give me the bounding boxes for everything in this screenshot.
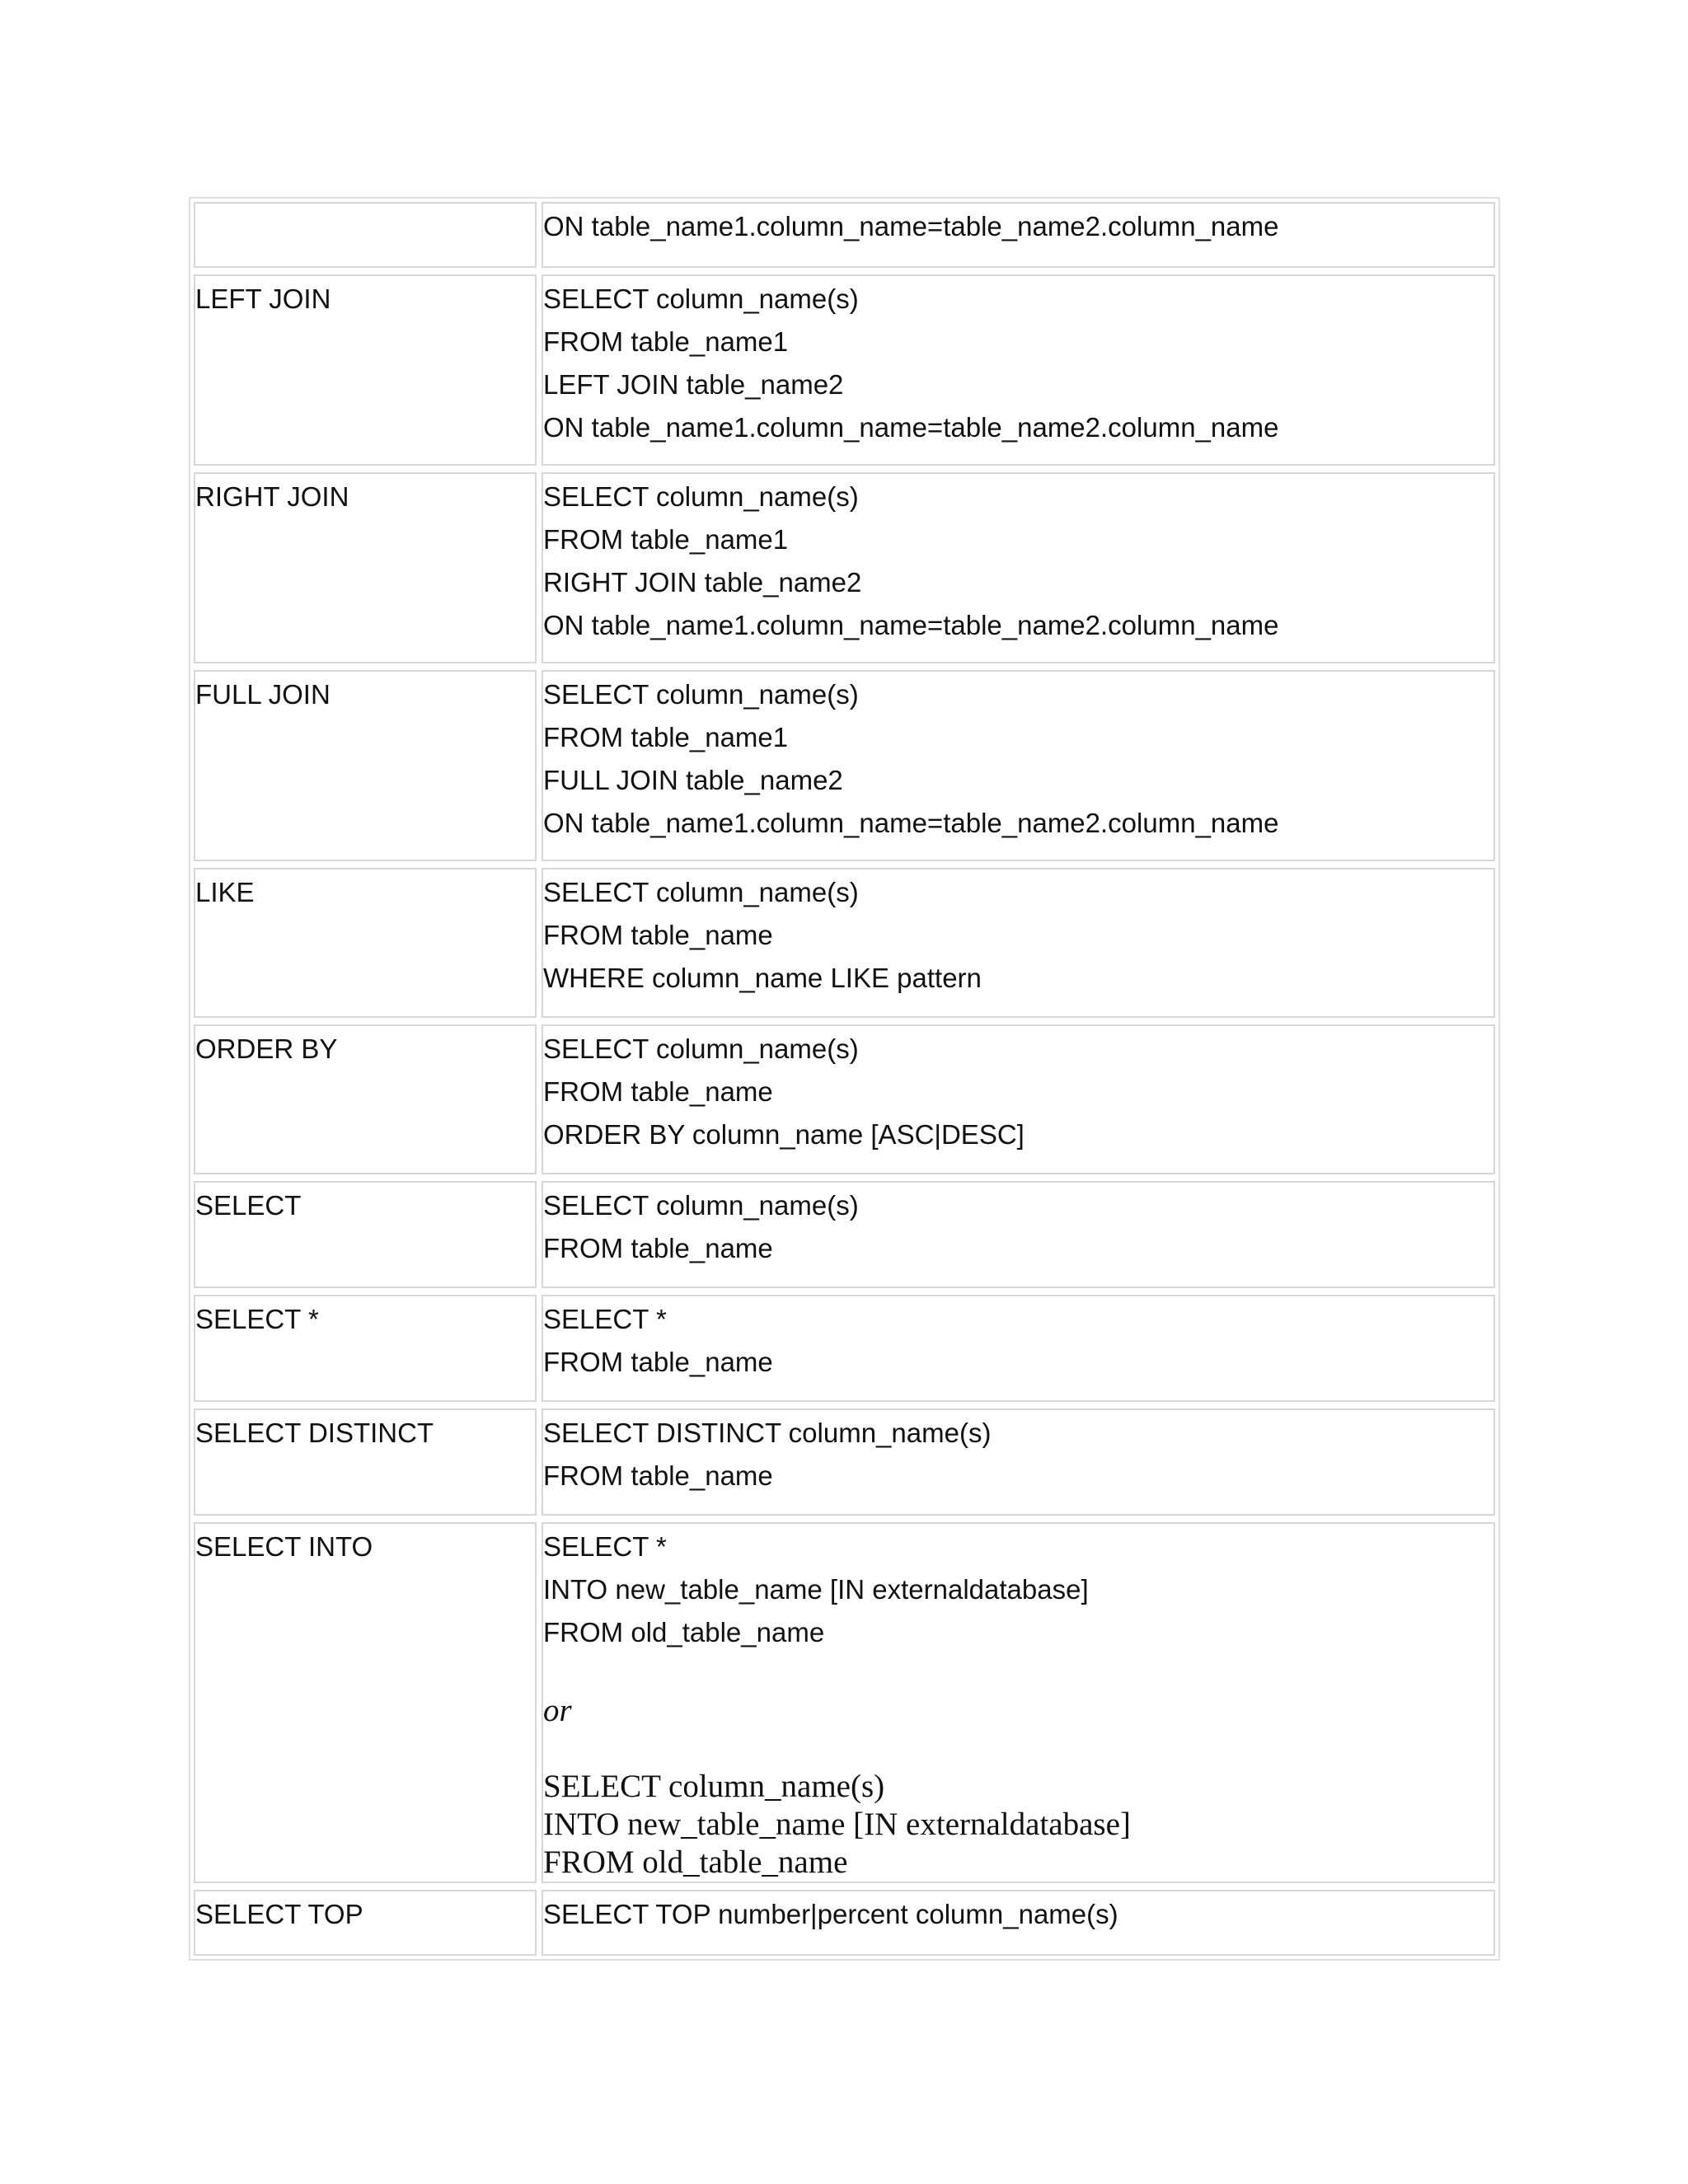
command-cell — [194, 1295, 537, 1402]
spacer — [543, 1730, 1493, 1768]
syntax-line: INTO new_table_name [IN externaldatabase] — [543, 1807, 1131, 1842]
syntax-cell — [542, 1522, 1495, 1883]
syntax-line: SELECT * — [543, 1531, 667, 1562]
syntax-line: SELECT column_name(s) — [543, 284, 859, 314]
syntax-line: SELECT column_name(s) — [543, 877, 859, 907]
syntax-cell — [542, 1024, 1495, 1174]
alternative-separator: or — [543, 1693, 572, 1728]
sql-reference-table-frame — [189, 197, 1500, 1961]
syntax-line: RIGHT JOIN table_name2 — [543, 567, 862, 598]
table-row — [194, 1024, 1495, 1174]
syntax-line: ON table_name1.column_name=table_name2.column_name — [543, 412, 1279, 443]
command-cell — [194, 1890, 537, 1956]
table-row — [194, 868, 1495, 1018]
syntax-line: ORDER BY column_name [ASC|DESC] — [543, 1119, 1025, 1150]
syntax-line: WHERE column_name LIKE pattern — [543, 963, 982, 993]
command-label: ORDER BY — [195, 1033, 338, 1064]
syntax-line: SELECT column_name(s) — [543, 1033, 859, 1064]
syntax-line: FULL JOIN table_name2 — [543, 765, 843, 795]
table-row — [194, 202, 1495, 268]
command-label: SELECT * — [195, 1304, 319, 1334]
syntax-line: SELECT TOP number|percent column_name(s) — [543, 1899, 1118, 1929]
syntax-line: SELECT column_name(s) — [543, 481, 859, 512]
command-cell — [194, 1522, 537, 1883]
table-row — [194, 274, 1495, 466]
syntax-line: FROM table_name1 — [543, 722, 789, 752]
command-label: SELECT — [195, 1190, 302, 1221]
syntax-line: FROM table_name1 — [543, 524, 789, 555]
syntax-line: FROM old_table_name — [543, 1844, 848, 1880]
syntax-cell — [542, 868, 1495, 1018]
syntax-line: FROM old_table_name — [543, 1617, 825, 1647]
syntax-line: SELECT DISTINCT column_name(s) — [543, 1418, 992, 1448]
sql-reference-table — [189, 195, 1500, 1962]
syntax-line: FROM table_name — [543, 1076, 773, 1107]
syntax-line: FROM table_name — [543, 1460, 773, 1491]
syntax-line: INTO new_table_name [IN externaldatabase] — [543, 1574, 1089, 1605]
command-label: FULL JOIN — [195, 679, 331, 710]
syntax-line: SELECT column_name(s) — [543, 1769, 885, 1804]
syntax-line: FROM table_name — [543, 1233, 773, 1263]
command-cell — [194, 1408, 537, 1516]
syntax-cell — [542, 472, 1495, 663]
spacer — [543, 1654, 1493, 1692]
command-label: LEFT JOIN — [195, 284, 331, 314]
syntax-cell — [542, 1890, 1495, 1956]
command-cell — [194, 670, 537, 861]
syntax-line: ON table_name1.column_name=table_name2.column_name — [543, 808, 1279, 838]
command-cell — [194, 1024, 537, 1174]
command-label: RIGHT JOIN — [195, 481, 349, 512]
syntax-cell — [542, 1181, 1495, 1288]
table-row — [194, 1181, 1495, 1288]
command-label: SELECT TOP — [195, 1899, 363, 1929]
syntax-line: SELECT column_name(s) — [543, 679, 859, 710]
syntax-line: ON table_name1.column_name=table_name2.column_name — [543, 211, 1279, 241]
syntax-line: LEFT JOIN table_name2 — [543, 369, 844, 400]
syntax-cell — [542, 1295, 1495, 1402]
syntax-cell — [542, 1408, 1495, 1516]
command-cell — [194, 1181, 537, 1288]
command-cell — [194, 202, 537, 268]
table-row — [194, 670, 1495, 861]
command-cell — [194, 472, 537, 663]
table-row — [194, 1408, 1495, 1516]
command-label: LIKE — [195, 877, 255, 907]
table-row — [194, 472, 1495, 663]
syntax-line: FROM table_name1 — [543, 326, 789, 357]
syntax-cell — [542, 202, 1495, 268]
syntax-cell — [542, 670, 1495, 861]
syntax-line: SELECT column_name(s) — [543, 1190, 859, 1221]
table-row — [194, 1522, 1495, 1883]
command-label: SELECT INTO — [195, 1531, 373, 1562]
syntax-line: SELECT * — [543, 1304, 667, 1334]
syntax-cell — [542, 274, 1495, 466]
syntax-line: FROM table_name — [543, 1347, 773, 1377]
table-row — [194, 1295, 1495, 1402]
command-cell — [194, 868, 537, 1018]
table-row — [194, 1890, 1495, 1956]
command-label: SELECT DISTINCT — [195, 1418, 434, 1448]
command-cell — [194, 274, 537, 466]
syntax-line: ON table_name1.column_name=table_name2.column_name — [543, 610, 1279, 640]
syntax-line: FROM table_name — [543, 920, 773, 950]
